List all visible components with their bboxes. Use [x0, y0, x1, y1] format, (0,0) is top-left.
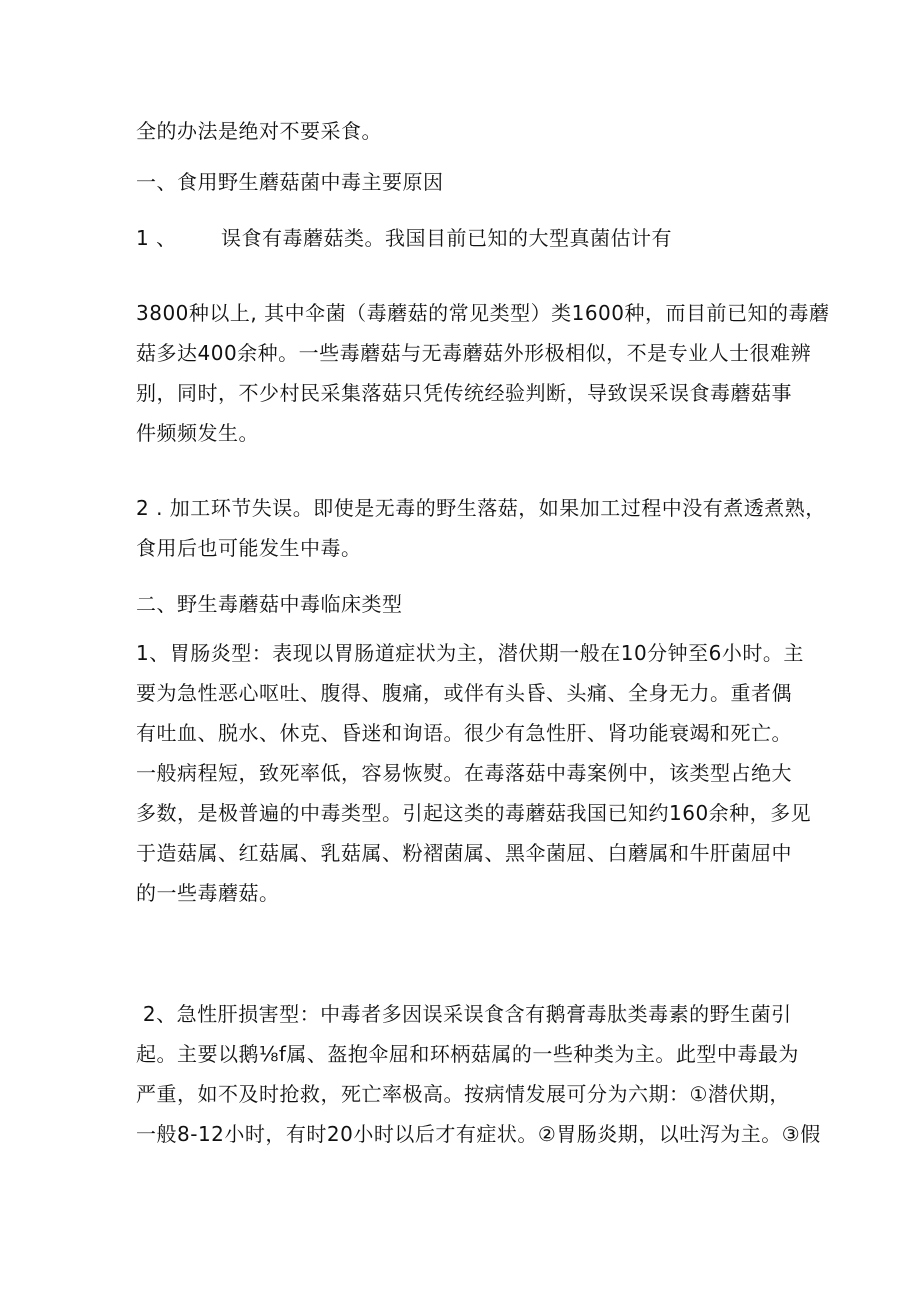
opening-line: [136, 111, 796, 151]
text-line: 2、急性肝损害型：中毒者多因误采误食含有鹅膏毒肽类毒素的野生菌引: [136, 1002, 792, 1026]
section-heading: 二、野生毒蘑菇中毒临床类型: [136, 592, 403, 616]
list-item-text: 误食有毒蘑菇类。我国目前已知的大型真菌估计有: [221, 226, 672, 250]
section-heading-causes: [136, 162, 796, 202]
section-heading: 一、食用野生蘑菇菌中毒主要原因: [136, 170, 444, 194]
list-item-1-header: [136, 218, 796, 258]
text-line: 有吐血、脱水、休克、昏迷和询语。很少有急性肝、肾功能衰竭和死亡。: [136, 721, 792, 745]
list-item-2: [136, 488, 826, 568]
text-line: 食用后也可能发生中毒。: [136, 536, 362, 560]
text-line: 一般8-12小时，有时20小时以后才有症状。②胃肠炎期，以吐泻为主。③假: [136, 1122, 821, 1146]
paragraph-liver-damage-type: [136, 994, 821, 1154]
paragraph-gastroenteritis-type: [136, 633, 812, 913]
text-line: 1、胃肠炎型：表现以胃肠道症状为主，潜伏期一般在10分钟至6小时。主: [136, 641, 804, 665]
text-line: 菇多达400余种。一些毒蘑菇与无毒蘑菇外形极相似，不是专业人士很难辨: [136, 341, 812, 365]
text-line: 的一些毒蘑菇。: [136, 881, 280, 905]
text-line: 件频频发生。: [136, 421, 259, 445]
text-line: 起。主要以鹅⅛f属、盔抱伞屈和环柄菇属的一些种类为主。此型中毒最为: [136, 1042, 799, 1066]
text-line: 一般病程短，致死率低，容易恢熨。在毒落菇中毒案例中，该类型占绝大: [136, 761, 792, 785]
text-line: 要为急性恶心呕吐、腹得、腹痛，或伴有头昏、头痛、全身无力。重者偶: [136, 681, 792, 705]
section-heading-clinical-types: [136, 584, 796, 624]
text-line: 别，同时，不少村民采集落菇只凭传统经验判断，导致误采误食毒蘑菇事: [136, 381, 792, 405]
text-line: 多数，是极普遍的中毒类型。引起这类的毒蘑菇我国已知约160余种，多见: [136, 801, 812, 825]
list-number: 1 、: [136, 226, 177, 250]
text-line: 严重，如不及时抢救，死亡率极高。按病情发展可分为六期：①潜伏期，: [136, 1082, 790, 1106]
text-line: 2 . 加工环节失误。即使是无毒的野生落菇，如果加工过程中没有煮透煮熟，: [136, 496, 826, 520]
text-line: 于造菇属、红菇属、乳菇属、粉褶菌属、黑伞菌屈、白蘑属和牛肝菌屈中: [136, 841, 792, 865]
text-line: 3800种以上, 其中伞菌（毒蘑菇的常见类型）类1600种，而目前已知的毒蘑: [136, 301, 830, 325]
text-line: 全的办法是绝对不要采食。: [136, 119, 382, 143]
paragraph-species-count: [136, 293, 830, 453]
